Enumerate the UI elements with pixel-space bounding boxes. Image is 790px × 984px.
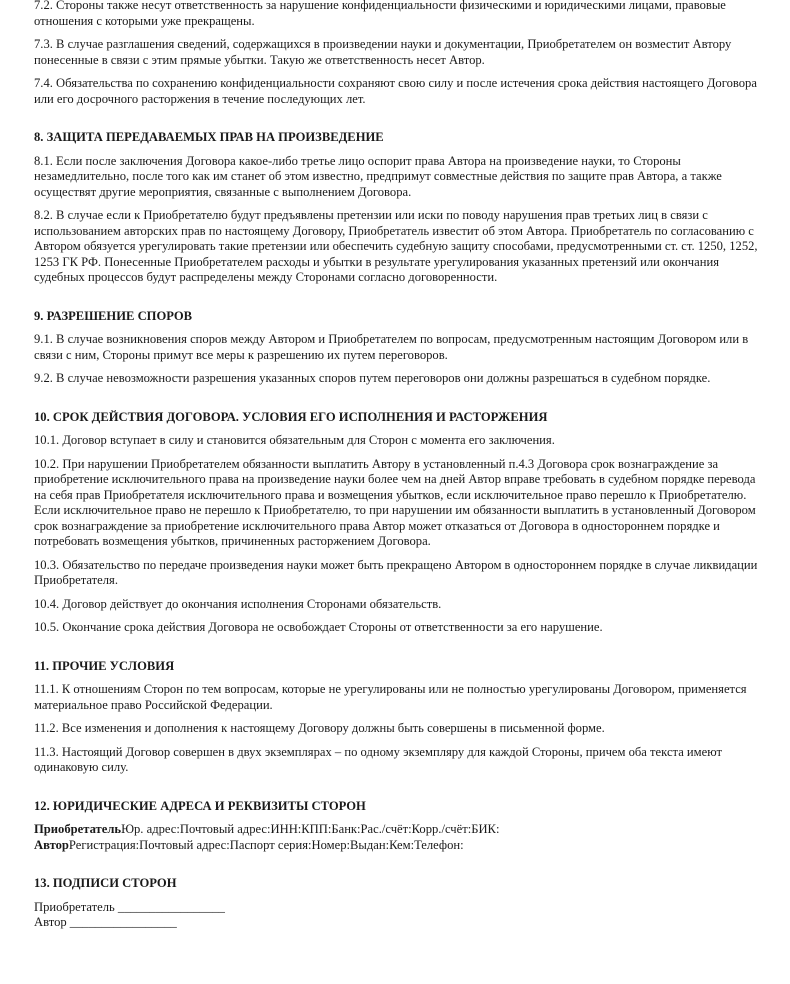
author-fields: Регистрация:Почтовый адрес:Паспорт серия:Номер:Выдан:Кем:Телефон: xyxy=(68,837,464,852)
acquirer-signature-line: Приобретатель _________________ xyxy=(34,899,225,914)
clause-10-1: 10.1. Договор вступает в силу и становится обязательным для Сторон с момента его заключения. xyxy=(34,433,555,447)
clause-11-3: 11.3. Настоящий Договор совершен в двух экземплярах – по одному экземпляру для каждой Стороны, причем оба текста имеют одинаковую силу. xyxy=(34,744,722,774)
acquirer-requisites xyxy=(34,822,758,838)
section-10-heading: 10. СРОК ДЕЙСТВИЯ ДОГОВОРА. УСЛОВИЯ ЕГО ИСПОЛНЕНИЯ И РАСТОРЖЕНИЯ xyxy=(34,409,548,424)
section-12-heading: 12. ЮРИДИЧЕСКИЕ АДРЕСА И РЕКВИЗИТЫ СТОРОН xyxy=(34,798,366,813)
acquirer-label: Приобретатель xyxy=(34,822,122,836)
author-label: Автор xyxy=(34,837,69,852)
author-signature-line: Автор _________________ xyxy=(34,915,177,929)
clause-9-1: 9.1. В случае возникновения споров между Автором и Приобретателем по вопросам, предусмотренным настоящим Договором или в связи с ним, Стороны примут все меры к разрешению их путем переговоров. xyxy=(34,332,749,362)
clause-9-2: 9.2. В случае невозможности разрешения указанных споров путем переговоров они должны разрешаться в судебном порядке. xyxy=(34,371,711,385)
clause-11-1: 11.1. К отношениям Сторон по тем вопросам, которые не урегулированы или не полностью урегулированы Договором, применяется материальное право Российской Федерации. xyxy=(34,682,747,712)
clause-8-2: 8.2. В случае если к Приобретателю будут предъявлены претензии или иски по поводу нарушения прав третьих лиц в связи с использованием авторских прав по настоящему Договору, Приобретатель известит об этом Автора. Приобретатель по согласованию с Автором обязуется урегулировать такие претензии или обеспечить судебную защиту способами, предусмотренными ст. ст. 1250, 1252, 1253 ГК РФ. Понесенные Приобретателем расходы и убытки в результате урегулирования указанных претензий или окончания судебных процессов будут распределены между Сторонами согласно договоренности. xyxy=(34,208,758,284)
clause-8-1: 8.1. Если после заключения Договора какое-либо третье лицо оспорит права Автора на произведение науки, то Стороны незамедлительно, после того как им станет об этом известно, предпримут совместные действия по защите прав Автора, а также осуществят другие мероприятия, связанные с выполнением Договора. xyxy=(34,153,722,199)
clause-7-3: 7.3. В случае разглашения сведений, содержащихся в произведении науки и документации, Приобретателем он возместит Автору понесенные в связи с этим прямые убытки. Такую же ответственность несет Автор. xyxy=(34,37,732,67)
author-requisites xyxy=(34,838,758,854)
clause-11-2: 11.2. Все изменения и дополнения к настоящему Договору должны быть совершены в письменной форме. xyxy=(34,721,605,735)
clause-7-4: 7.4. Обязательства по сохранению конфиденциальности сохраняют свою силу и после истечения срока действия настоящего Договора или его досрочного расторжения в течение последующих лет. xyxy=(34,76,757,106)
clause-10-4: 10.4. Договор действует до окончания исполнения Сторонами обязательств. xyxy=(34,596,442,611)
contract-document xyxy=(34,0,758,931)
section-8-heading: 8. ЗАЩИТА ПЕРЕДАВАЕМЫХ ПРАВ НА ПРОИЗВЕДЕНИЕ xyxy=(34,130,384,144)
section-11-heading: 11. ПРОЧИЕ УСЛОВИЯ xyxy=(34,658,175,673)
clause-10-5: 10.5. Окончание срока действия Договора не освобождает Стороны от ответственности за его нарушение. xyxy=(34,620,603,634)
clause-10-2: 10.2. При нарушении Приобретателем обязанности выплатить Автору в установленный п.4.3 Договора срок вознаграждение за приобретение исключительного права на произведение науки более чем на дней Автор вправе требовать в судебном порядке перевода на себя прав Приобретателя исключительного права и возмещения убытков, если исключительное право перешло к Приобретателю. Если исключительное право не перешло к Приобретателю, то при нарушении им обязанности выплатить в установленный Договором срок вознаграждение за приобретение исключительного права Автор может отказаться от Договора в одностороннем порядке и потребовать возмещения убытков, причиненных расторжением Договора. xyxy=(34,456,756,548)
acquirer-fields: Юр. адрес:Почтовый адрес:ИНН:КПП:Банк:Рас./счёт:Корр./счёт:БИК: xyxy=(121,822,500,836)
section-13-heading: 13. ПОДПИСИ СТОРОН xyxy=(34,876,177,890)
clause-7-2: 7.2. Стороны также несут ответственность за нарушение конфиденциальности физическими и юридическими лицами, правовые отношения с которыми уже прекращены. xyxy=(34,0,726,28)
section-9-heading: 9. РАЗРЕШЕНИЕ СПОРОВ xyxy=(34,308,193,323)
clause-10-3: 10.3. Обязательство по передаче произведения науки может быть прекращено Автором в одностороннем порядке в случае ликвидации Приобретателя. xyxy=(34,557,758,587)
